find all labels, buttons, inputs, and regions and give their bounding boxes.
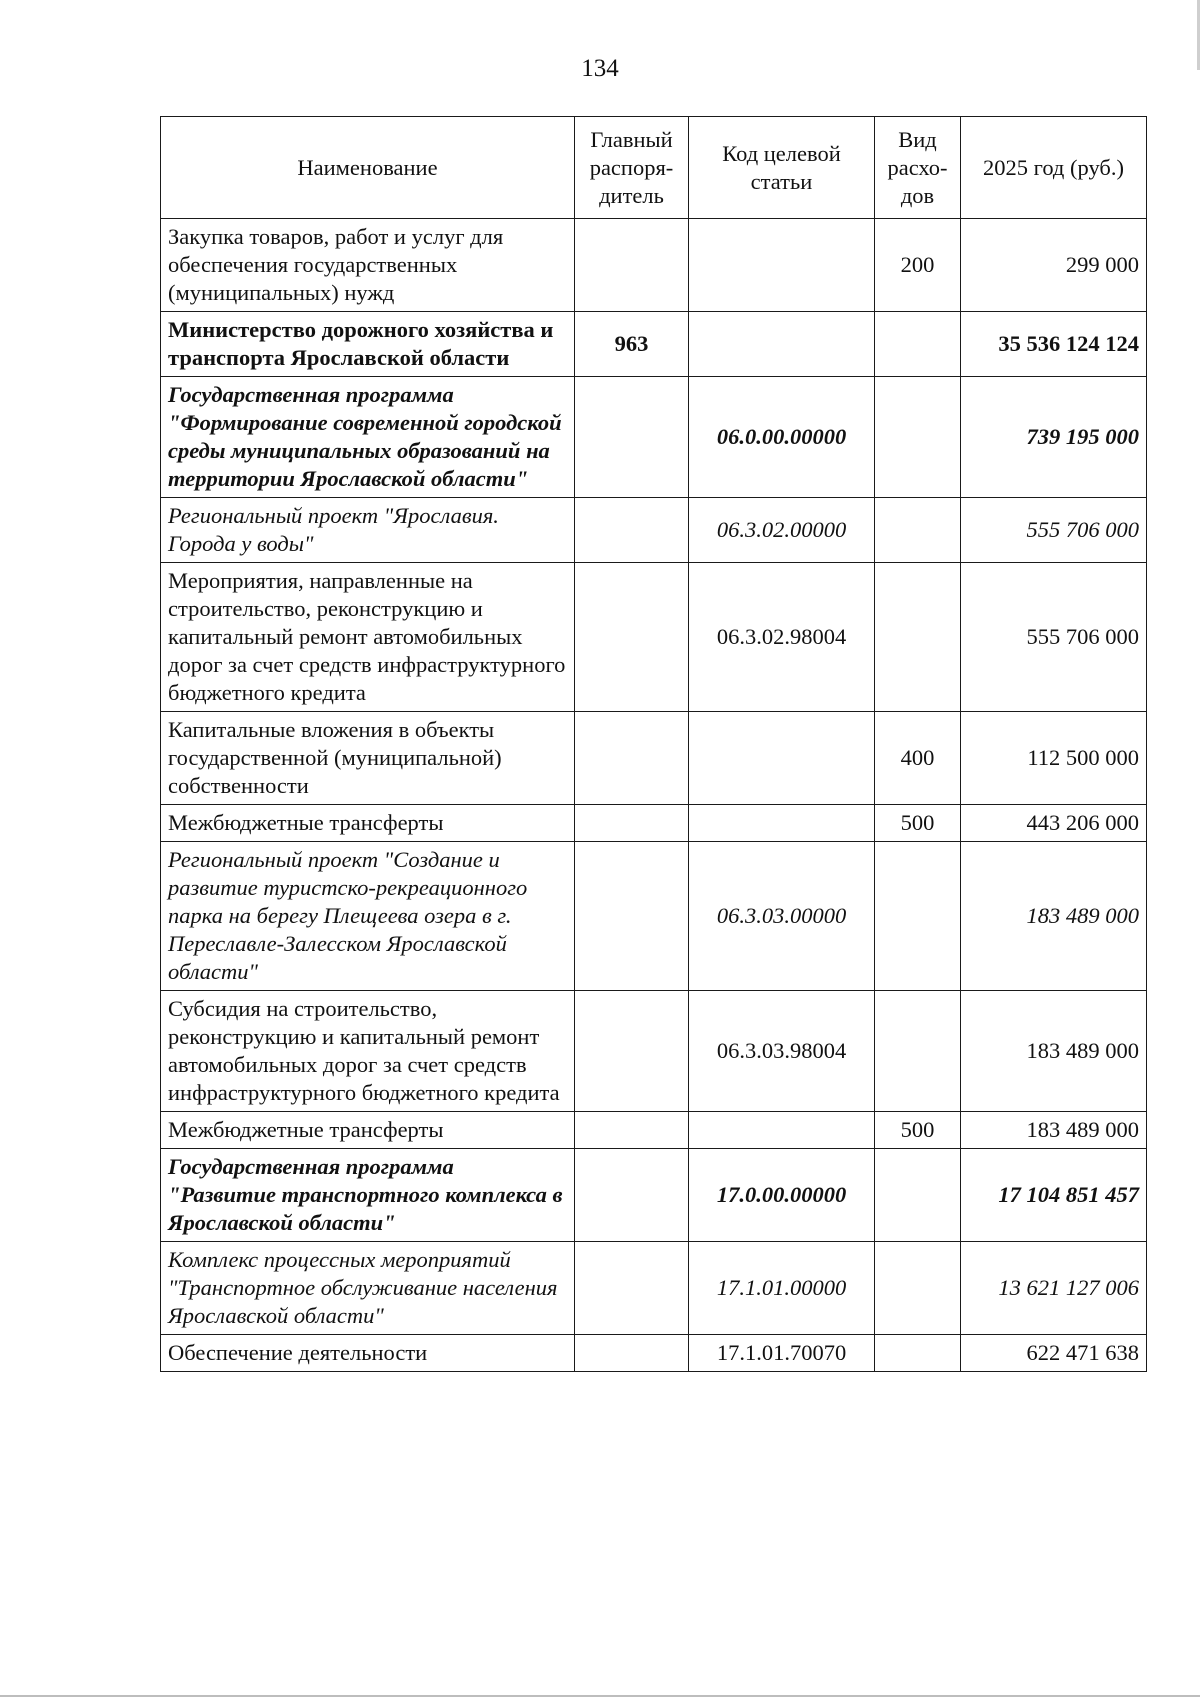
cell-type (875, 1149, 961, 1242)
cell-type (875, 1242, 961, 1335)
cell-name: Региональный проект "Создание и развитие туристско-рекреационного парка на берегу Плещеева озера в г. Переславле-Залесском Ярославской области" (161, 842, 575, 991)
cell-code: 06.3.03.98004 (689, 991, 875, 1112)
cell-manager (575, 1242, 689, 1335)
cell-code (689, 712, 875, 805)
cell-manager (575, 377, 689, 498)
cell-type: 500 (875, 805, 961, 842)
budget-table (160, 116, 1147, 1372)
table-row (161, 219, 1147, 312)
cell-manager (575, 563, 689, 712)
cell-manager (575, 842, 689, 991)
cell-name: Обеспечение деятельности (161, 1335, 575, 1372)
cell-name: Министерство дорожного хозяйства и транспорта Ярославской области (161, 312, 575, 377)
cell-manager: 963 (575, 312, 689, 377)
cell-type (875, 1335, 961, 1372)
cell-name: Межбюджетные трансферты (161, 1112, 575, 1149)
cell-code (689, 219, 875, 312)
cell-amount: 112 500 000 (961, 712, 1147, 805)
header-manager: Главный распоря-дитель (575, 117, 689, 219)
cell-code (689, 312, 875, 377)
cell-code (689, 1112, 875, 1149)
cell-manager (575, 805, 689, 842)
cell-amount: 443 206 000 (961, 805, 1147, 842)
cell-manager (575, 219, 689, 312)
cell-type: 200 (875, 219, 961, 312)
cell-manager (575, 498, 689, 563)
cell-type (875, 377, 961, 498)
cell-code: 17.0.00.00000 (689, 1149, 875, 1242)
table-row (161, 1242, 1147, 1335)
cell-type: 500 (875, 1112, 961, 1149)
table-row (161, 312, 1147, 377)
cell-manager (575, 991, 689, 1112)
cell-code: 06.3.03.00000 (689, 842, 875, 991)
cell-name: Комплекс процессных мероприятий "Транспортное обслуживание населения Ярославской области" (161, 1242, 575, 1335)
table-row (161, 377, 1147, 498)
table-row (161, 1149, 1147, 1242)
table-row (161, 712, 1147, 805)
table-row (161, 1112, 1147, 1149)
table-row (161, 991, 1147, 1112)
cell-code: 17.1.01.00000 (689, 1242, 875, 1335)
table-row (161, 1335, 1147, 1372)
cell-name: Государственная программа "Формирование современной городской среды муниципальных образований на территории Ярославской области" (161, 377, 575, 498)
cell-manager (575, 1112, 689, 1149)
page-number: 134 (581, 55, 619, 82)
cell-name: Мероприятия, направленные на строительство, реконструкцию и капитальный ремонт автомобильных дорог за счет средств инфраструктурного бюджетного кредита (161, 563, 575, 712)
cell-amount: 739 195 000 (961, 377, 1147, 498)
cell-amount: 299 000 (961, 219, 1147, 312)
cell-amount: 183 489 000 (961, 991, 1147, 1112)
table-body (161, 219, 1147, 1372)
header-code: Код целевой статьи (689, 117, 875, 219)
cell-type: 400 (875, 712, 961, 805)
cell-name: Межбюджетные трансферты (161, 805, 575, 842)
header-name: Наименование (161, 117, 575, 219)
header-amount: 2025 год (руб.) (961, 117, 1147, 219)
cell-amount: 183 489 000 (961, 1112, 1147, 1149)
cell-amount: 17 104 851 457 (961, 1149, 1147, 1242)
cell-code: 06.3.02.00000 (689, 498, 875, 563)
table-header-row (161, 117, 1147, 219)
cell-code (689, 805, 875, 842)
cell-type (875, 498, 961, 563)
cell-type (875, 563, 961, 712)
cell-amount: 35 536 124 124 (961, 312, 1147, 377)
cell-amount: 622 471 638 (961, 1335, 1147, 1372)
cell-amount: 555 706 000 (961, 498, 1147, 563)
cell-amount: 555 706 000 (961, 563, 1147, 712)
cell-manager (575, 712, 689, 805)
table-row (161, 498, 1147, 563)
cell-name: Субсидия на строительство, реконструкцию и капитальный ремонт автомобильных дорог за счет средств инфраструктурного бюджетного кредита (161, 991, 575, 1112)
table-row (161, 805, 1147, 842)
cell-code: 06.0.00.00000 (689, 377, 875, 498)
cell-name: Государственная программа "Развитие транспортного комплекса в Ярославской области" (161, 1149, 575, 1242)
cell-name: Региональный проект "Ярославия. Города у воды" (161, 498, 575, 563)
cell-manager (575, 1149, 689, 1242)
cell-type (875, 312, 961, 377)
cell-name: Закупка товаров, работ и услуг для обеспечения государственных (муниципальных) нужд (161, 219, 575, 312)
header-type: Вид расхо-дов (875, 117, 961, 219)
cell-type (875, 842, 961, 991)
cell-type (875, 991, 961, 1112)
cell-code: 06.3.02.98004 (689, 563, 875, 712)
table-row (161, 842, 1147, 991)
cell-name: Капитальные вложения в объекты государственной (муниципальной) собственности (161, 712, 575, 805)
cell-amount: 13 621 127 006 (961, 1242, 1147, 1335)
cell-amount: 183 489 000 (961, 842, 1147, 991)
cell-code: 17.1.01.70070 (689, 1335, 875, 1372)
table-row (161, 563, 1147, 712)
cell-manager (575, 1335, 689, 1372)
